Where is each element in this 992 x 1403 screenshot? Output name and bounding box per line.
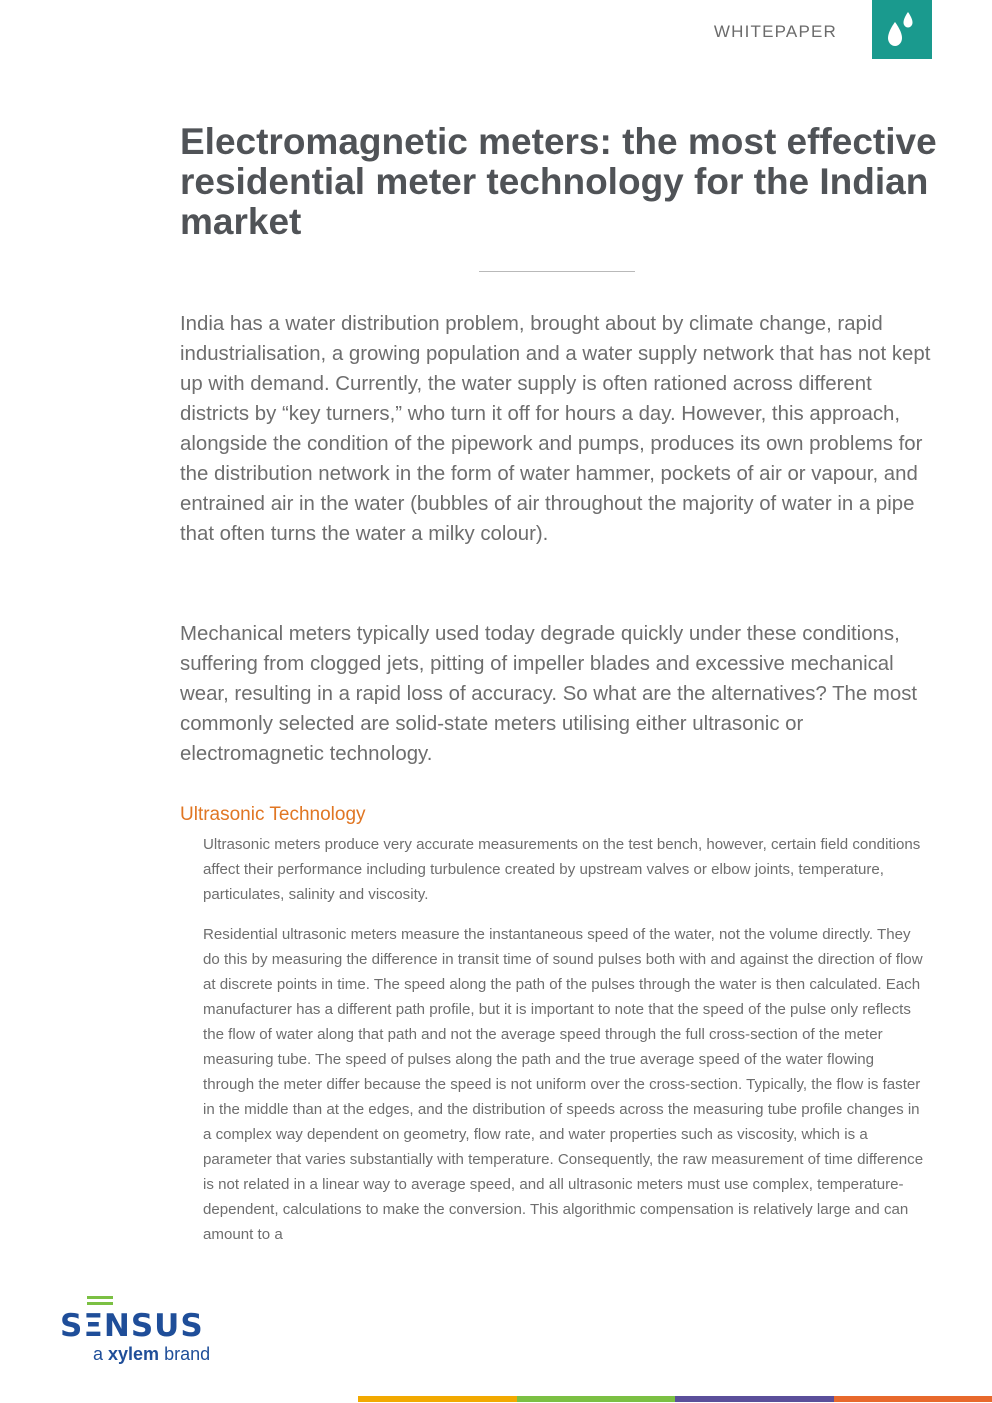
water-drops-icon <box>872 0 932 59</box>
intro-paragraph: India has a water distribution problem, brought about by climate change, rapid industrialisation, a growing population and a water supply network that has not kept up with demand. Currently, the water supply is often rationed across different districts by “key turners,” who turn it off for hours a day. However, this approach, alongside the condition of the pipework and pumps, produces its own problems for the distribution network in the form of water hammer, pockets of air or vapour, and entrained air in the water (bubbles of air throughout the majority of water in a pipe that often turns the water a milky colour). <box>180 313 931 545</box>
document-title: Electromagnetic meters: the most effective residential meter technology for the Indian market <box>180 121 937 242</box>
logo-wordmark: SΞNSUS <box>60 1308 204 1344</box>
sensus-logo <box>60 1296 230 1371</box>
section-heading: Ultrasonic Technology <box>180 804 366 825</box>
title-divider <box>479 271 635 272</box>
section-paragraph: Ultrasonic meters produce very accurate measurements on the test bench, however, certain field conditions affect their performance including turbulence created by upstream valves or elbow joints, temperature, particulates, salinity and viscosity. <box>203 836 921 903</box>
section-paragraph: Residential ultrasonic meters measure the instantaneous speed of the water, not the volume directly. They do this by measuring the difference in transit time of sound pulses both with and against the direction of flow at discrete points in time. The speed along the path of the pulses through the water is then calculated. Each manufacturer has a different path profile, but it is important to note that the speed of the pulse only reflects the flow of water along that path and not the average speed through the full cross-section of the meter measuring tube. The speed of pulses along the path and the true average speed of the water flowing through the meter differ because the speed is not uniform over the cross-section. Typically, the flow is faster in the middle than at the edges, and the distribution of speeds across the measuring tube profile changes in a complex way dependent on geometry, flow rate, and water properties such as viscosity, which is a parameter that varies substantially with temperature. Consequently, the raw measurement of time difference is not related in a linear way to average speed, and all ultrasonic meters must use complex, temperature-dependent, calculations to make the conversion. This algorithmic compensation is relatively large and can amount to a <box>203 926 924 1243</box>
whitepaper-label: WHITEPAPER <box>713 22 837 41</box>
brand-tab <box>872 0 932 59</box>
footer-bar-segment <box>834 1396 992 1402</box>
footer-bar-segment <box>675 1396 834 1402</box>
logo-tagline: a xylem brand <box>93 1344 211 1364</box>
footer-color-bar <box>358 1396 992 1402</box>
alternatives-paragraph: Mechanical meters typically used today degrade quickly under these conditions, suffering from clogged jets, pitting of impeller blades and excessive mechanical wear, resulting in a rapid loss of accuracy. So what are the alternatives? The most commonly selected are solid-state meters utilising either ultrasonic or electromagnetic technology. <box>180 623 918 765</box>
footer-bar-segment <box>517 1396 676 1402</box>
footer-bar-segment <box>358 1396 517 1402</box>
logo-bars-icon <box>87 1296 113 1308</box>
